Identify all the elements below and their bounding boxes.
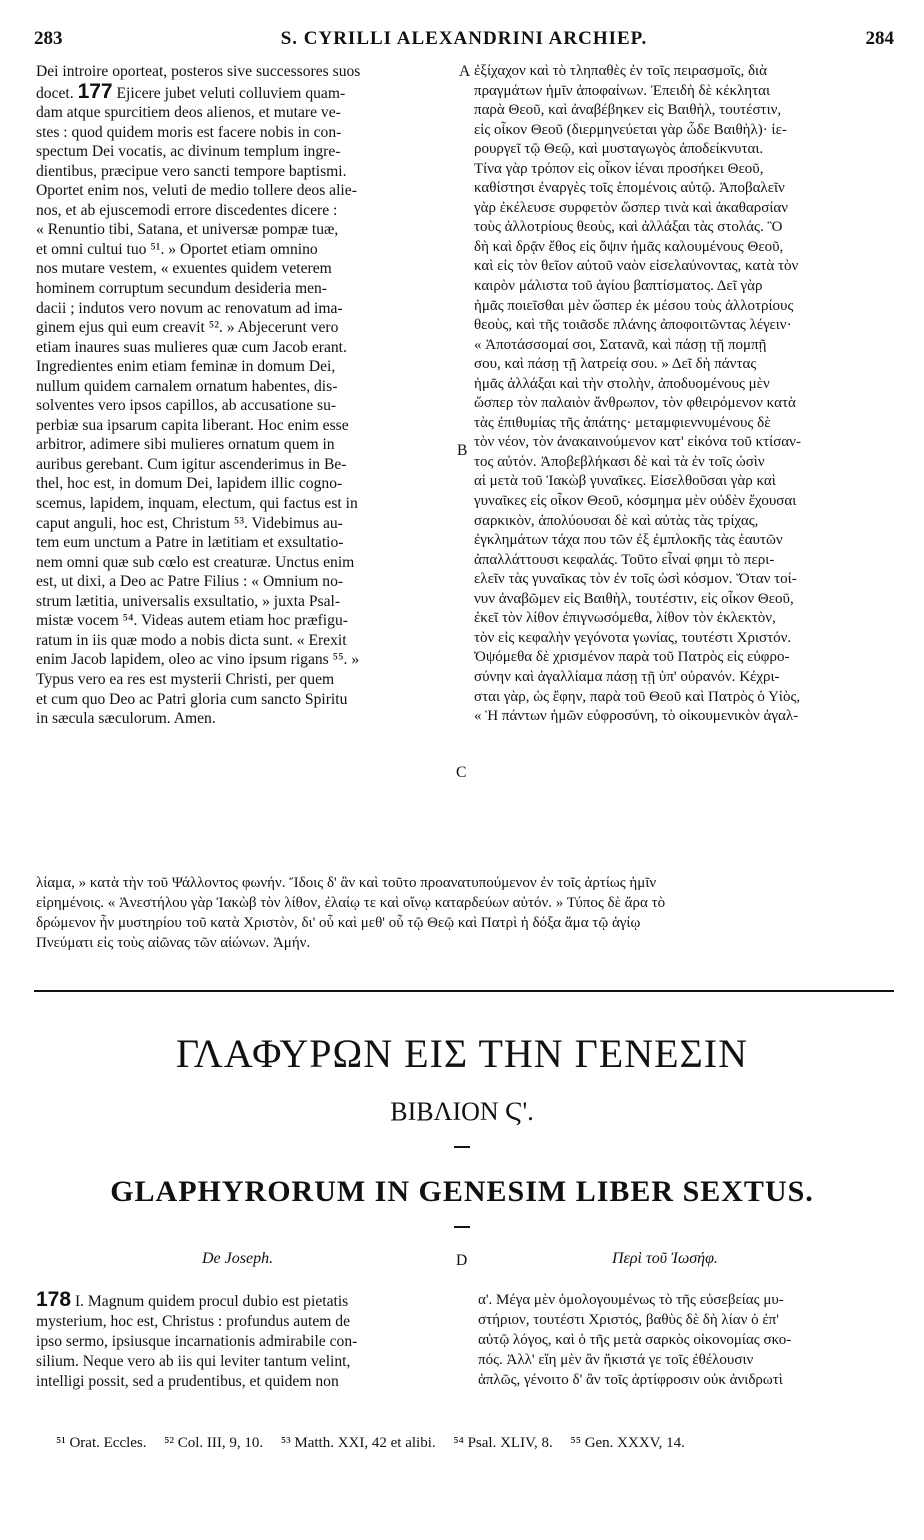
- text-line: ginem ejus qui eum creavit ⁵². » Abjecerunt vero: [36, 319, 339, 337]
- text-line: « Renuntio tibi, Satana, et universæ pompæ tuæ,: [36, 221, 339, 239]
- margin-letter-d: D: [456, 1252, 468, 1269]
- text-line: caput anguli, hoc est, Christum ⁵³. Videbimus au-: [36, 514, 343, 532]
- text-line: εἰρημένοις. « Ἀνεστήλου γὰρ Ἰακὼβ τὸν λίθον, ἐλαίῳ τε καὶ οἴνῳ καταρδεύων αὐτόν. » Τύπος δὲ ἄρα τὸ: [36, 895, 666, 911]
- text-line: τὸν νέον, τὸν ἀνακαινούμενον κατ' εἰκόνα τοῦ κτίσαν-: [474, 434, 801, 451]
- text-line: τὸν εἰς κεφαλὴν γεγόνοτα γωνίας, τουτέστι Χριστόν.: [474, 629, 792, 646]
- text-line: ratum in iis quæ modo a nobis dicta sunt. « Erexit: [36, 631, 347, 649]
- page-number-right: 284: [865, 28, 894, 49]
- latin-column-lower: [36, 1290, 456, 1392]
- text-line: Ingredientes enim etiam feminæ in domum Dei,: [36, 358, 336, 376]
- footnotes: [56, 1435, 896, 1452]
- text-line: γὰρ ἐκέλευσε συρφετὸν ὥσπερ τινὰ καὶ ἀκαθαρσίαν: [474, 199, 789, 216]
- text-line: nullum quidem carnalem ornatum habentes, dis-: [36, 377, 338, 395]
- text-line: εἰς οἶκον Θεοῦ (διερμηνεύεται γὰρ ὧδε Βαιθὴλ)· ἱε-: [474, 121, 787, 138]
- text-line: ρουργεῖ τῷ Θεῷ, καὶ μυσταγωγὸς ἀποδείκνυται.: [474, 141, 764, 158]
- text-line: arbitror, adimere sibi mulieres ornatum quem in: [36, 436, 335, 454]
- text-line: solventes vero ipsos capillos, ab accusatione su-: [36, 397, 337, 415]
- latin-title: GLAPHYRORUM IN GENESIM LIBER SEXTUS.: [110, 1175, 814, 1208]
- text-line: in sæcula sæculorum. Amen.: [36, 710, 216, 728]
- text-line: ἁπλῶς, γένοιτο δ' ἂν τοῖς ἀρτίφροσιν οὐκ ἀνιδρωτὶ: [478, 1372, 783, 1388]
- text-line: νυν ἀναβῶμεν εἰς Βαιθὴλ, τουτέστιν, εἰς οἶκον Θεοῦ,: [474, 590, 794, 607]
- text-line: ἀπαλλάττουσι κεφαλάς. Τοῦτο εἶναί φημι τὸ περι-: [474, 551, 775, 568]
- margin-letter-c: C: [456, 764, 467, 781]
- text-line: παρὰ Θεοῦ, καὶ ἀναβέβηκεν εἰς Βαιθὴλ, τουτέστιν,: [474, 102, 782, 119]
- text-line: [36, 1290, 456, 1312]
- text-line: docet.: [36, 84, 74, 102]
- text-line: ἡμᾶς ἀλλάξαι καὶ τὴν στολὴν, ἀποδυομένους μὲν: [474, 375, 770, 392]
- text-line: strum lætitia, universalis exsultatio, » juxta Psal-: [36, 592, 341, 610]
- page-number-left: 283: [34, 28, 63, 49]
- title-dash: [454, 1146, 470, 1148]
- latin-section-heading: De Joseph.: [202, 1250, 274, 1267]
- text-line: σται γὰρ, ὡς ἔφην, παρὰ τοῦ Θεοῦ καὶ Πατρὸς ὁ Υἱὸς,: [474, 688, 801, 705]
- running-title: S. CYRILLI ALEXANDRINI ARCHIEP.: [280, 28, 648, 49]
- text-line: τος αὐτόν. Ἀποβεβλήκασι δὲ καὶ τὰ ἐν τοῖς ὠσὶν: [474, 453, 765, 470]
- footnote: ⁵³ Matth. XXI, 42 et alibi.: [280, 1435, 436, 1451]
- title-dash: [454, 1226, 470, 1228]
- text-line: πός. Ἀλλ' εἴη μὲν ἂν ἥκιστά γε τοῖς ἐθέλουσιν: [478, 1352, 754, 1368]
- text-line: « Ἡ πάντων ἡμῶν εὐφροσύνη, τὸ οἰκουμενικὸν ἀγαλ-: [474, 708, 799, 725]
- text-line: Oportet enim nos, veluti de medio tollere deos alie-: [36, 182, 357, 200]
- text-line: hominem corruptum secundum desideria men-: [36, 280, 328, 298]
- text-line: δὴ καὶ δρᾷν ἔθος εἰς ὄψιν ἡμᾶς καλουμένους Θεοῦ,: [474, 238, 784, 255]
- text-line: Τίνα γὰρ τρόπον εἰς οἶκον ἰέναι προσήκει Θεοῦ,: [474, 160, 764, 177]
- text-line: σου, καὶ πάσῃ τῇ λατρείᾳ σου. » Δεῖ δὴ πάντας: [474, 356, 757, 373]
- text-line: stes : quod quidem moris est facere nobis in con-: [36, 123, 342, 141]
- text-line: enim Jacob lapidem, oleo ac vino ipsum rigans ⁵⁵. »: [36, 651, 360, 669]
- footnote: ⁵¹ Orat. Eccles.: [56, 1435, 147, 1451]
- text-line: ὥσπερ τὸν παλαιὸν ἄνθρωπον, τὸν φθειρόμενον κατὰ: [474, 395, 796, 412]
- text-line: τοὺς ἀλλοτρίους θεοὺς, καὶ ἀλλάξαι τὰς στολάς. Ὃ: [474, 219, 783, 236]
- text-line: nos mutare vestem, « exuentes quidem veterem: [36, 260, 332, 278]
- text-line: δρώμενον ἦν μυστηρίου τοῦ κατὰ Χριστὸν, δι' οὗ καὶ μεθ' οὗ τῷ Θεῷ καὶ Πατρὶ ἡ δόξα ἅμα τῷ ἁγίῳ: [36, 915, 641, 931]
- greek-section-heading: Περὶ τοῦ Ἰωσήφ.: [612, 1250, 718, 1267]
- section-number: 178: [36, 1290, 72, 1311]
- text-line: mysterium, hoc est, Christus : profundus autem de: [36, 1313, 350, 1330]
- text-line: αἱ μετὰ τοῦ Ἰακὼβ γυναῖκες. Εἰσελθοῦσαι γὰρ καὶ: [474, 473, 776, 490]
- text-line: ἡμᾶς ποιεῖσθαι μὲν ὥσπερ ἐκ μέσου τοὺς ἀλλοτρίους: [474, 297, 794, 314]
- text-line: scemus, lapidem, inquam, electum, qui factus est in: [36, 495, 358, 513]
- margin-letter-a: A: [459, 63, 471, 80]
- text-line: σύνην καὶ ἀγαλλίαμα πάσῃ τῇ ὑπ' οὐρανόν. Κέχρι-: [474, 668, 780, 685]
- text-line: λίαμα, » κατὰ τὴν τοῦ Ψάλλοντος φωνήν. Ἴδοις δ' ἂν καὶ τοῦτο προανατυπούμενον ἐν τοῖς ἀρτίως ἡμῖν: [36, 875, 657, 891]
- text-line: Ejicere jubet veluti colluviem quam-: [112, 84, 346, 102]
- section-divider: [34, 990, 894, 992]
- text-line: αὐτῷ λόγος, καὶ ὁ τῆς μετὰ σαρκὸς οἰκονομίας σκο-: [478, 1332, 792, 1348]
- text-line: Πνεύματι εἰς τοὺς αἰῶνας τῶν αἰώνων. Ἀμήν.: [36, 935, 311, 951]
- text-line: ἐξίχαχον καὶ τὸ τληπαθὲς ἐν τοῖς πειρασμοῖς, διὰ: [474, 63, 767, 79]
- greek-fullwidth-paragraph: [36, 873, 892, 953]
- text-line: dam atque spurcitiem deos alienos, et mutare ve-: [36, 104, 341, 122]
- text-line: dientibus, præcipue vero sancti tempore baptismi.: [36, 162, 347, 180]
- text-line: tem eum unctum a Patre in lætitiam et exsultatio-: [36, 534, 344, 552]
- greek-column: [474, 62, 890, 727]
- text-line: στήριον, τουτέστι Χριστός, βαθὺς δὲ δὴ λίαν ὁ ἐπ': [478, 1312, 779, 1328]
- text-line: ἐγκλημάτων τάχα που τῶν ἐξ ἐμπλοκῆς τὰς ἑαυτῶν: [474, 532, 783, 549]
- text-line: « Ἀποτάσσομαί σοι, Σατανᾶ, καὶ πάσῃ τῇ πομπῇ: [474, 336, 767, 353]
- text-line: σαρκικὸν, ἀπολύουσαι δὲ καὶ αὐτὰς τὰς τρίχας,: [474, 512, 759, 529]
- text-line: [36, 82, 456, 104]
- text-line: καιρὸν μάλιστα τοῦ ἁγίου βαπτίσματος. Δεῖ γὰρ: [474, 278, 763, 295]
- text-line: et omni cultui tuo ⁵¹. » Oportet etiam omnino: [36, 240, 318, 258]
- text-line: silium. Neque vero ab iis qui leviter tantum velint,: [36, 1353, 351, 1370]
- text-line: Ὀψόμεθα δὲ χρισμένον παρὰ τοῦ Πατρὸς εἰς εὐφρο-: [474, 649, 790, 666]
- text-line: καὶ εἰς τὸν θεῖον αὐτοῦ ναὸν εἰσελαύνοντας, κατὰ τὸν: [474, 258, 799, 275]
- text-line: ἐκεῖ τὸν λίθον ἐπιγνωσόμεθα, λίθον τὸν ἐκλεκτὸν,: [474, 610, 776, 627]
- text-line: mistæ vocem ⁵⁴. Videas autem etiam hoc præfigu-: [36, 612, 348, 630]
- text-line: dacii ; indutos vero novum ac renovatum ad ima-: [36, 299, 343, 317]
- text-line: καθίστησι ἐναργὲς τοῖς ἑπομένοις αὐτῷ. Ἀποβαλεῖν: [474, 180, 785, 197]
- footnote: ⁵⁵ Gen. XXXV, 14.: [570, 1435, 685, 1451]
- greek-column-lower: [478, 1290, 892, 1390]
- text-line: spectum Dei vocatis, ac divinum templum ingre-: [36, 143, 341, 161]
- text-line: est, ut dixi, a Deo ac Patre Filius : « Omnium no-: [36, 573, 344, 591]
- text-line: thel, hoc est, in domum Dei, lapidem illic cogno-: [36, 475, 343, 493]
- text-line: etiam inaures suas mulieres quæ cum Jacob erant.: [36, 338, 347, 356]
- greek-book-title: ΒΙΒΛΙΟΝ Ϛ'.: [390, 1097, 534, 1126]
- text-line: nem omni quæ sub cœlo est creaturæ. Unctus enim: [36, 553, 355, 571]
- latin-column: [36, 62, 456, 729]
- footnote: ⁵⁴ Psal. XLIV, 8.: [453, 1435, 553, 1451]
- running-header: [34, 28, 894, 56]
- footnote: ⁵² Col. III, 9, 10.: [164, 1435, 264, 1451]
- text-line: α'. Μέγα μὲν ὁμολογουμένως τὸ τῆς εὐσεβείας μυ-: [478, 1292, 784, 1308]
- text-line: ελεῖν τὰς γυναῖκας τὸν ἐν τοῖς ὠσὶ κόσμον. Ὅταν τοί-: [474, 571, 797, 588]
- text-line: perbiæ sua ipsarum capita liberant. Hoc enim esse: [36, 416, 349, 434]
- text-line: πραγμάτων ἡμῖν ἀποφαίνων. Ἐπειδὴ δὲ κέκληται: [474, 82, 770, 99]
- text-line: ipso sermo, ipsiusque incarnationis admirabile con-: [36, 1333, 358, 1350]
- text-line: θεοὺς, καὶ τῆς τοιᾶσδε πλάνης ἀποφοιτῶντας λέγειν·: [474, 317, 792, 334]
- text-line: τὰς ἐπιθυμίας τῆς ἀπάτης· μεταμφιεννυμένους δὲ: [474, 414, 771, 431]
- text-line: I. Magnum quidem procul dubio est pietatis: [71, 1293, 349, 1310]
- text-line: Dei introire oporteat, posteros sive successores suos: [36, 63, 361, 80]
- greek-title: ΓΛΑΦΥΡΩΝ ΕΙΣ ΤΗΝ ΓΕΝΕΣΙΝ: [175, 1031, 749, 1076]
- margin-letter-b: B: [457, 442, 468, 459]
- text-line: Typus vero ea res est mysterii Christi, per quem: [36, 670, 335, 688]
- text-line: auribus gerebant. Cum igitur ascenderimus in Be-: [36, 455, 347, 473]
- text-line: γυναῖκες εἰς οἶκον Θεοῦ, κόσμημα μὲν οὐδὲν ἔχουσαι: [474, 493, 797, 510]
- section-number: 177: [77, 81, 113, 103]
- text-line: intelligi possit, sed a prudentibus, et quidem non: [36, 1373, 339, 1390]
- text-line: nos, et ab ejuscemodi errore discedentes dicere :: [36, 201, 338, 219]
- text-line: et cum quo Deo ac Patri gloria cum sancto Spiritu: [36, 690, 348, 708]
